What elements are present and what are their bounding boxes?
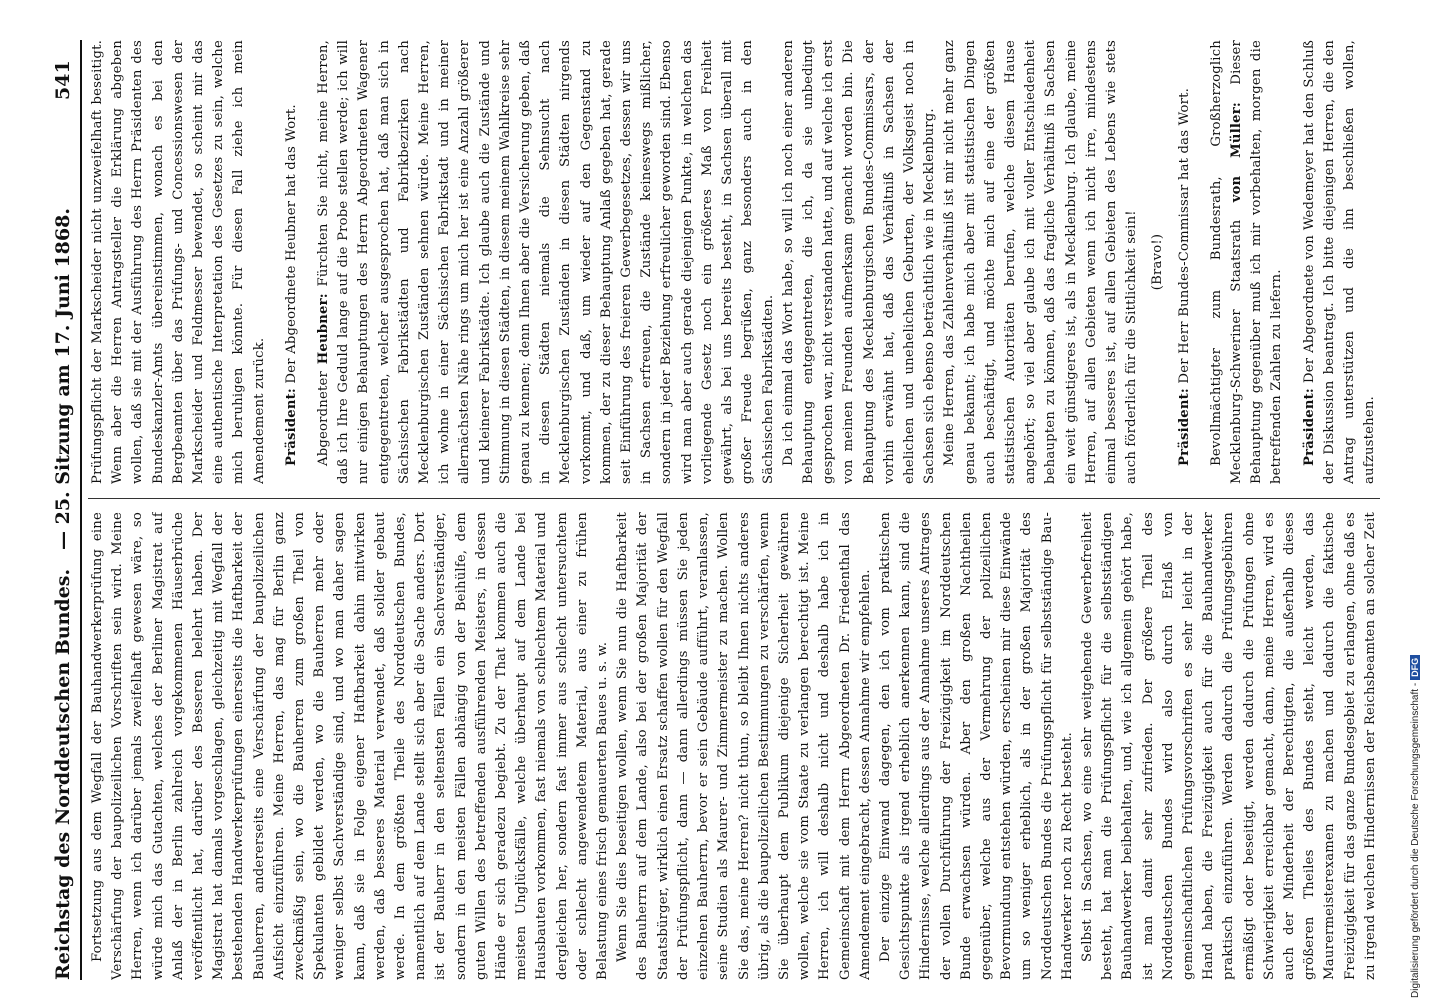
speech-president — [1175, 40, 1195, 484]
speaker-name: Präsident: — [1176, 387, 1192, 466]
dfg-logo: DFG — [1410, 655, 1420, 680]
speaker-intro: Bevollmächtigter zum Bundesrath, Großherzoglich Mecklenburg-Schweriner Staatsrath — [1208, 40, 1244, 484]
page-number: 541 — [52, 60, 74, 100]
speech-text: Der Abgeordnete Heubner hat das Wort. — [283, 104, 299, 384]
spacer — [1195, 40, 1207, 484]
speaker-name: von Müller: — [1228, 102, 1244, 203]
paragraph: Prüfungspflicht der Markscheider nicht unzweifelhaft beseitigt. Wenn aber die Herren Antragsteller die Erklärung abgeben wollen, daß sie mit der Ausführung des Herrn Präsidenten des Bundeskanzler-Amts übereinstimmen, wonach es bei den Bergbeamten über das Prüfungs- und Concessionswesen der Markscheider und Feldmesser bewendet, so scheint mir das eine authentische Interpretation des Gesetzes zu sein, welche mich beruhigen könnte. Für diesen Fall ziehe ich mein Amendement zurück. — [90, 40, 267, 484]
paragraph: Fortsetzung aus dem Wegfall der Bauhandwerkerprüfung eine Verschärfung der baupolizeilichen Vorschriften sein wird. Meine Herren, wenn ich darüber jemals zweifelhaft gewesen wäre, so würde mich das Gutachten, welches der Berliner Magistrat auf Anlaß der in Berlin zahlreich vorgekommenen Häuserbrüche veröffentlicht hat, darüber des Besseren belehrt haben. Der Magistrat hat damals vorgeschlagen, gleichzeitig mit Wegfall der bestehenden Handwerkerprüfungen einerseits die Haftbarkeit der Bauherren, andererseits eine Verschärfung der baupolizeilichen Aufsicht einzuführen. Meine Herren, das mag für Berlin ganz zweckmäßig sein, wo die Bauherren zum großen Theil von Spekulanten gebildet werden, wo die Bauherren mehr oder weniger selbst Sachverständige sind, und wo man daher sagen kann, daß sie in Folge eigener Haftbarkeit dahin mitwirken werden, daß besseres Material verwendet, daß solider gebaut werde. In dem größten Theile des Norddeutschen Bundes, namentlich auf dem Lande stellt sich aber die Sache anders. Dort ist der Bauherr in den seltensten Fällen ein Sachverständiger, sondern in den meisten Fällen abhängig von der Beihülfe, dem guten Willen des betreffenden ausführenden Meisters, in dessen Hände er sich geradezu begiebt. Zu der That kommen auch die meisten Unglücksfälle, welche überhaupt auf dem Lande bei Hausbauten vorkommen, fast niemals von schlechtem Material und dergleichen her, sondern fast immer aus schlecht untersuchtem oder schlecht angewendetem Material, aus einer zu frühen Belastung eines frisch gemauerten Baues u. s. w. — [90, 512, 611, 980]
speech-text: Der Herr Bundes-Commissar hat das Wort. — [1176, 87, 1192, 384]
spacer — [302, 40, 314, 484]
page-header — [52, 40, 76, 980]
right-column — [88, 40, 1380, 484]
speech-text: Fürchten Sie nicht, meine Herren, daß ich Ihre Geduld lange auf die Probe stellen werde; ich will nur einigen Behauptungen des Herrn Abgeordneten Wagener entgegentreten, welcher ausgesprochen hat, daß man sich in Sächsischen Fabrikstädten und Fabrikbezirken nach Mecklenburgischen Zuständen sehnen würde. Meine Herren, ich wohne in einer Sächsischen Fabrikstadt und in meiner allernächsten Nähe rings um mich her ist eine Anzahl größerer und kleinerer Fabrikstädte. Ich glaube auch die Zustände und Stimmung in diesen Städten, in diesem meinem Wahlkreise sehr genau zu kennen; denn Ihnen aber die Versicherung geben, daß in diesen Städten niemals die Sehnsucht nach Mecklenburgischen Zuständen in diesen Städten nirgends vorkommt, und daß, um wieder auf den Gegenstand zu kommen, der zu dieser Behauptung Anlaß gegeben hat, gerade seit Einführung des freieren Gewerbegesetzes, dessen wir uns in Sachsen erfreuen, die Zustände keineswegs mißlicher, sondern in jeder Beziehung erfreulicher geworden sind. Ebenso wird man aber auch gerade diejenigen Punkte, in welchen das vorliegende Gesetz noch ein größeres Maß von Freiheit gewährt, als bei uns bereits besteht, in Sachsen überall mit großer Freude begrüßen, ganz besonders auch in den Sächsischen Fabrikstädten. — [316, 40, 776, 484]
speaker-name: Heubner: — [316, 293, 332, 365]
spacer — [270, 40, 282, 484]
speech-text: Der Abgeordnete von Wedemeyer hat den Schluß der Diskussion beantragt. Ich bitte diejenigen Herren, die den Antrag unterstützen und die ihn beschließen wollen, aufzustehen. — [1301, 40, 1378, 484]
paragraph: Da ich einmal das Wort habe, so will ich noch einer anderen Behauptung entgegentreten, die ich, da sie unbedingt gesprochen war, nicht verstanden hatte, und auf welche ich erst von meinen Freunden aufmerksam gemacht worden bin. Die Behauptung des Mecklenburgischen Bundes-Commissars, der vorhin erwähnt hat, daß das Verhältniß in Sachsen der ehelichen und unehelichen Geburten, der Volksgeist noch in Sachsen sich ebenso beträchtlich wie in Mecklenburg. — [780, 40, 938, 484]
speech-president — [1300, 40, 1380, 484]
header-rule — [80, 40, 82, 980]
spacer — [1288, 40, 1300, 484]
speech-president — [282, 40, 302, 484]
applause-note: (Bravo!) — [1150, 233, 1166, 291]
paragraph: Selbst in Sachsen, wo eine sehr weitgehende Gewerbefreiheit besteht, hat man die Prüfungspflicht für die selbstständigen Bauhandwerker beibehalten, und, wie ich allgemein gehört habe, ist man damit sehr zufrieden. Der größere Theil des Norddeutschen Bundes wird also durch Erlaß von gemeinschaftlichen Prüfungsvorschriften es sehr leicht in der Hand haben, die Freizügigkeit auch für die Bauhandwerker praktisch einzuführen. Werden dadurch die Prüfungsgebühren ermäßigt oder beseitigt, werden dadurch die Prüfungen ohne Schwierigkeit erreichbar gemacht, dann, meine Herren, wird es auch der Minderheit der Berechtigten, die außerhalb dieses größeren Theiles des Bundes steht, leicht werden, das Maurermeisterexamen zu machen und dadurch die faktische Freizügigkeit für das ganze Bundesgebiet zu erlangen, ohne daß es zu irgend welchen Hindernissen der Reichsbeamten an solcher Zeit — [1079, 512, 1378, 980]
speaker-intro: Abgeordneter — [316, 370, 332, 466]
speech-heubner — [314, 40, 779, 484]
speaker-name: Präsident: — [1301, 387, 1317, 466]
speech-mueller — [1207, 40, 1288, 484]
running-title: Reichstag des Norddeutschen Bundes. — [52, 568, 74, 980]
speaker-name: Präsident: — [283, 387, 299, 466]
speech-text: Dieser Behauptung gegenüber muß ich mir vorbehalten, morgen die betreffenden Zahlen zu liefern. — [1228, 40, 1285, 484]
digitization-footer — [1410, 655, 1421, 998]
footer-text: Digitalisierung gefördert durch die Deutsche Forschungsgemeinschaft - — [1410, 682, 1421, 998]
session-date: — 25. Sitzung am 17. Juni 1868. — [52, 208, 74, 550]
paragraph: Der einzige Einwand dagegen, den ich vom praktischen Gesichtspunkte als irgend erheblich anerkennen kann, sind die Hindernisse, welche allerdings aus der Annahme unseres Antrages der vollen Durchführung der Freizügigkeit im Norddeutschen Bunde erwachsen würden. Aber den großen Nachtheilen gegenüber, welche aus der Vermehrung der polizeilichen Bevormundung entstehen würden, erscheinen mir diese Einwände um so weniger erheblich, als in der großen Majorität des Norddeutschen Bundes die Prüfungspflicht für selbstständige Bau-Handwerker noch zu Recht besteht. — [877, 512, 1075, 980]
paragraph: Wenn Sie dies beseitigen wollen, wenn Sie nun die Haftbarkeit des Bauherrn auf dem Lande, also bei der großen Majorität der Staatsbürger, wirklich einen Ersatz schaffen wollen für den Wegfall der Prüfungspflicht, dann — dann allerdings müssen Sie jeden einzelnen Bauherrn, bevor er sein Gebäude aufführt, veranlassen, seine Studien als Maurer- und Zimmermeister zu machen. Wollen Sie das, meine Herren? nicht thun, so bleibt Ihnen nichts anderes übrig, als die baupolizeilichen Bestimmungen zu verschärfen, wenn Sie überhaupt dem Publikum diejenige Sicherheit gewähren wollen, welche sie vom Staate zu verlangen berechtigt ist. Meine Herren, ich will deshalb nicht und deshalb habe ich in Gemeinschaft mit dem Herrn Abgeordneten Dr. Friedenthal das Amendement eingebracht, dessen Annahme wir empfehlen. — [615, 512, 873, 980]
paragraph: Meine Herren, das Zahlenverhältniß ist mir nicht mehr ganz genau bekannt; ich habe mich aber mit statistischen Dingen auch beschäftigt, und möchte mich auf eine der größten statistischen Autoritäten berufen, welche diesem Hause angehört; so viel aber glaube ich mit voller Entschiedenheit behaupten zu können, daß das fragliche Verhältniß in Sachsen ein weit günstigeres ist, als in Mecklenburg. Ich glaube, meine Herren, auf allen Gebieten wenn ich nicht irre, mindestens einmal besseres ist, auf allen Gebieten des Lebens wie stets auch förderlich für die Sittlichkeit sein! — [942, 40, 1140, 484]
left-column — [88, 512, 1380, 980]
column-divider — [88, 498, 1380, 499]
